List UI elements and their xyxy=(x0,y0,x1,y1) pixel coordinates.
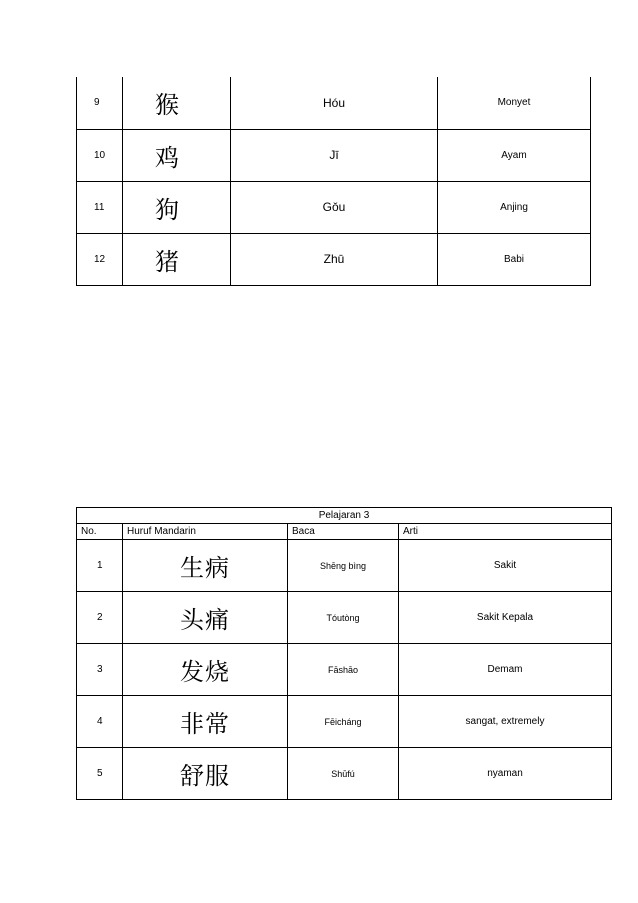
table-row xyxy=(77,592,612,644)
lesson-title: Pelajaran 3 xyxy=(77,508,612,524)
meaning: Monyet xyxy=(438,77,591,129)
row-number: 4 xyxy=(77,696,123,748)
mandarin-character: 舒服 xyxy=(123,748,288,800)
table-row xyxy=(77,696,612,748)
pinyin-reading: Shūfú xyxy=(288,748,399,800)
row-number: 10 xyxy=(77,129,123,181)
meaning: Babi xyxy=(438,233,591,285)
table-title-row xyxy=(77,508,612,524)
pinyin-reading: Hóu xyxy=(231,77,438,129)
header-no: No. xyxy=(77,524,123,540)
table-row xyxy=(77,644,612,696)
meaning: Sakit xyxy=(399,540,612,592)
row-number: 9 xyxy=(77,77,123,129)
mandarin-character: 狗 xyxy=(123,181,231,233)
pinyin-reading: Jī xyxy=(231,129,438,181)
table-row xyxy=(77,748,612,800)
row-number: 1 xyxy=(77,540,123,592)
meaning: Sakit Kepala xyxy=(399,592,612,644)
pinyin-reading: Fēicháng xyxy=(288,696,399,748)
meaning: Demam xyxy=(399,644,612,696)
row-number: 3 xyxy=(77,644,123,696)
pinyin-reading: Gǒu xyxy=(231,181,438,233)
table-row xyxy=(77,540,612,592)
pinyin-reading: Zhū xyxy=(231,233,438,285)
pinyin-reading: Tóutòng xyxy=(288,592,399,644)
vocab-table-lesson-3 xyxy=(76,507,612,800)
row-number: 12 xyxy=(77,233,123,285)
table-row xyxy=(77,181,591,233)
row-number: 2 xyxy=(77,592,123,644)
mandarin-character: 鸡 xyxy=(123,129,231,181)
pinyin-reading: Shēng bìng xyxy=(288,540,399,592)
mandarin-character: 猪 xyxy=(123,233,231,285)
header-baca: Baca xyxy=(288,524,399,540)
table-row xyxy=(77,77,591,129)
mandarin-character: 发烧 xyxy=(123,644,288,696)
table-row xyxy=(77,129,591,181)
mandarin-character: 生病 xyxy=(123,540,288,592)
pinyin-reading: Fāshāo xyxy=(288,644,399,696)
meaning: Anjing xyxy=(438,181,591,233)
meaning: nyaman xyxy=(399,748,612,800)
header-char: Huruf Mandarin xyxy=(123,524,288,540)
table-header-row xyxy=(77,524,612,540)
vocab-table-animals xyxy=(76,77,591,286)
row-number: 11 xyxy=(77,181,123,233)
row-number: 5 xyxy=(77,748,123,800)
mandarin-character: 头痛 xyxy=(123,592,288,644)
meaning: sangat, extremely xyxy=(399,696,612,748)
mandarin-character: 非常 xyxy=(123,696,288,748)
mandarin-character: 猴 xyxy=(123,77,231,129)
table-row xyxy=(77,233,591,285)
header-arti: Arti xyxy=(399,524,612,540)
meaning: Ayam xyxy=(438,129,591,181)
